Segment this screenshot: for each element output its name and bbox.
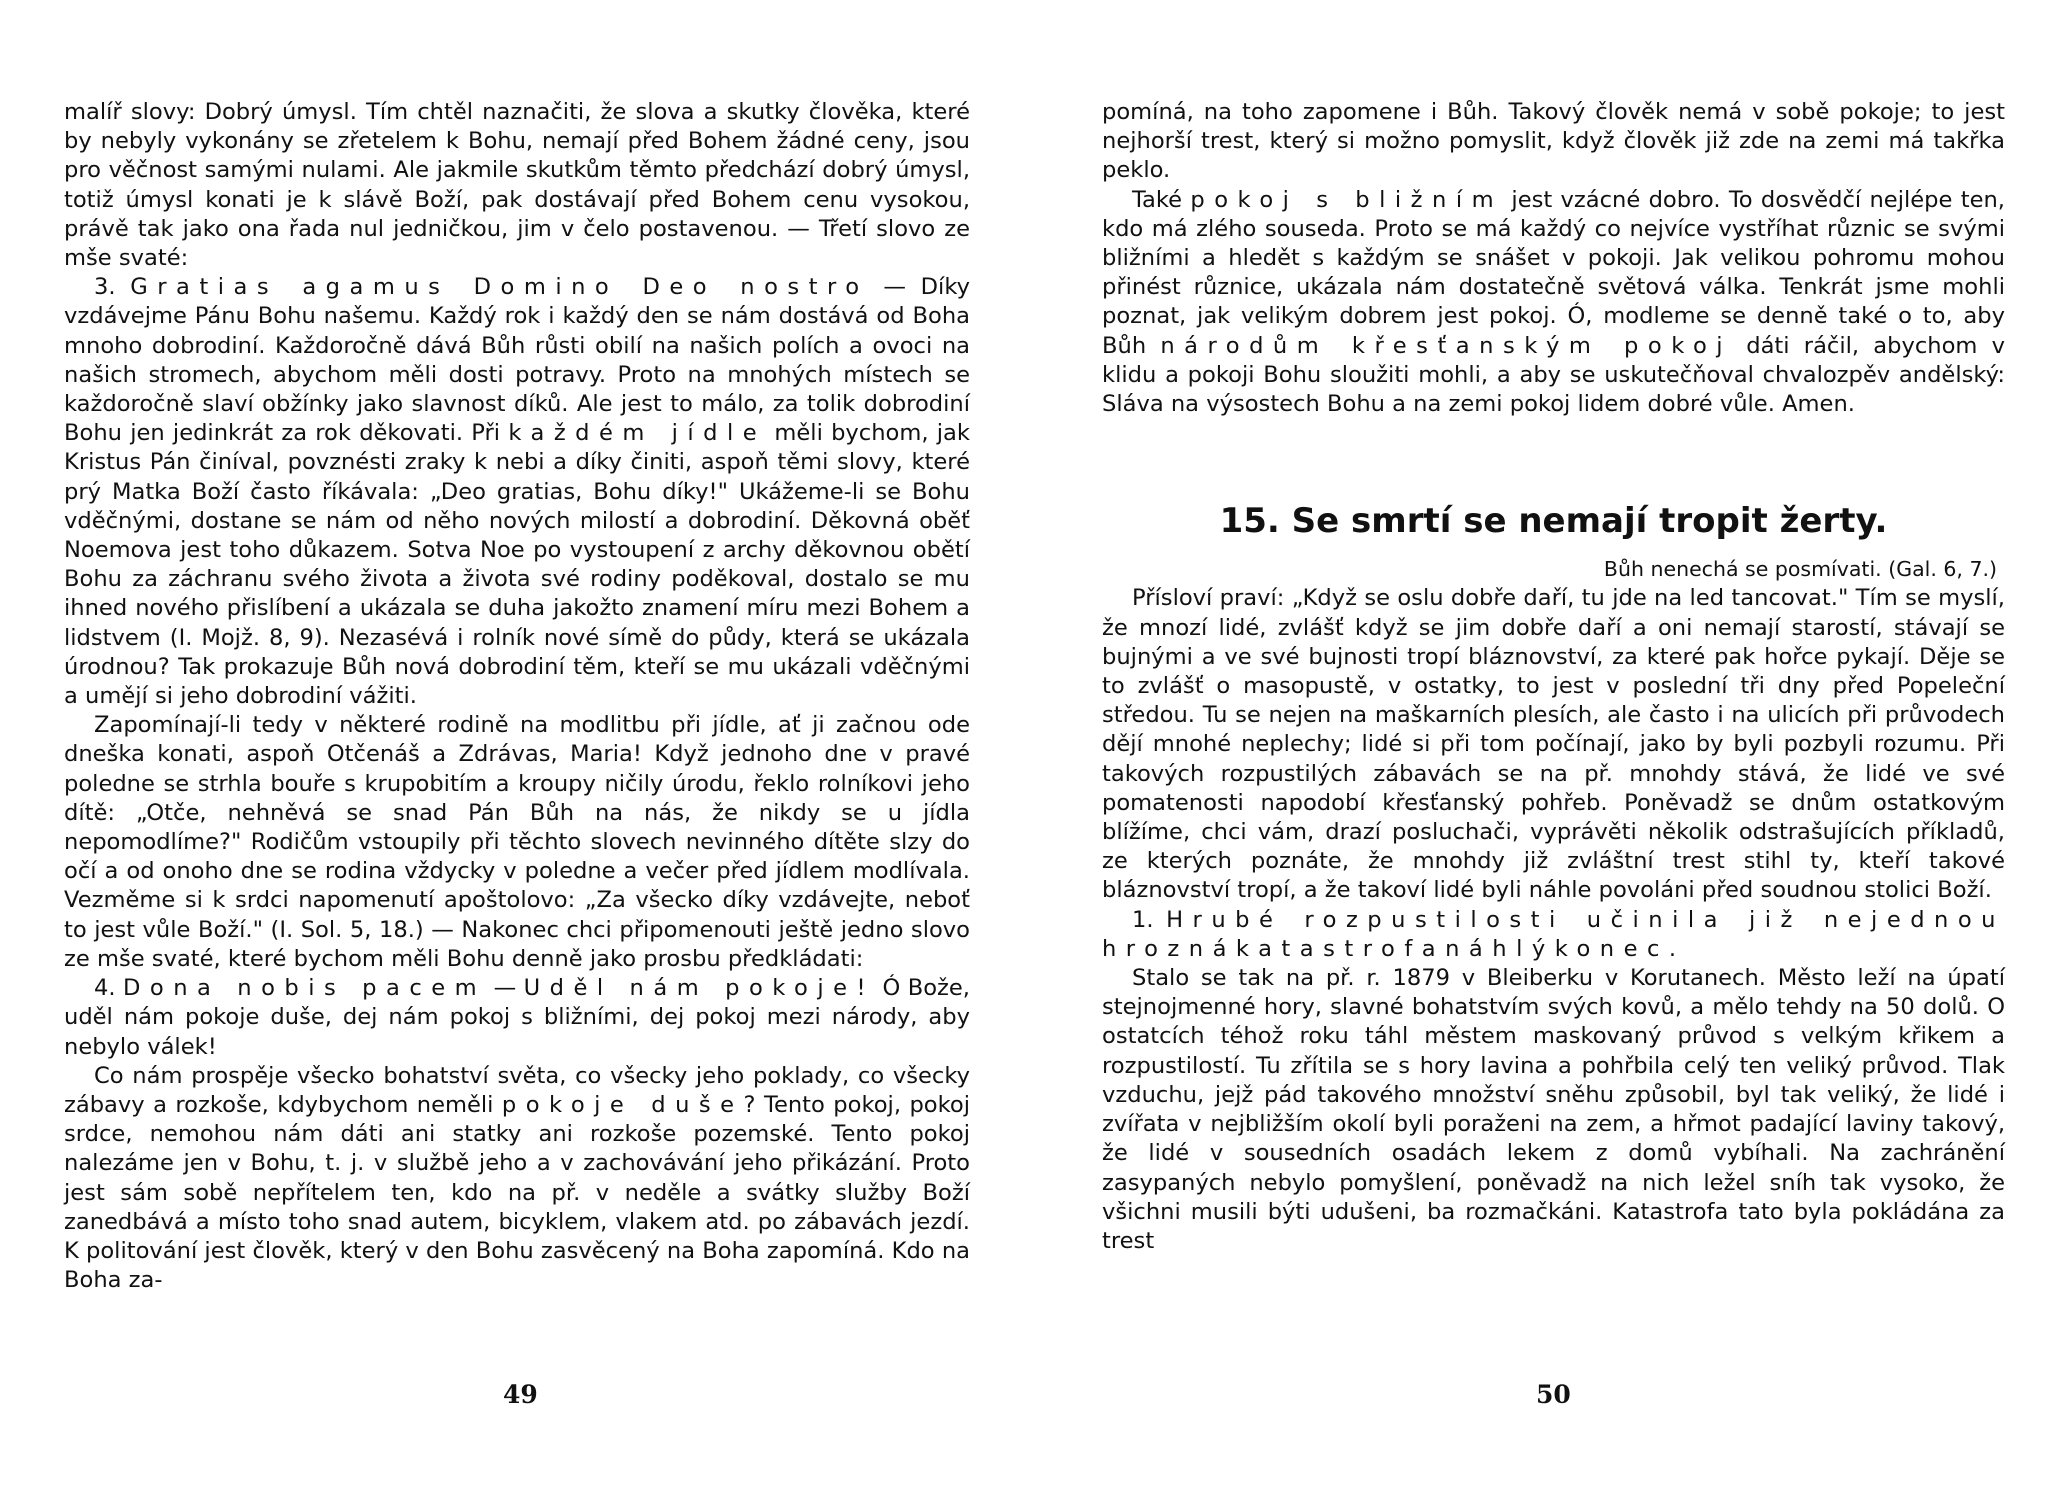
right-paragraph-1 — [1102, 98, 2005, 186]
right-page — [1025, 0, 2050, 1500]
spaced-text-run: pokoje duše — [501, 1091, 744, 1118]
text-run: Ó Bože, uděl nám pokoje duše, dej nám pokoj s bližními, dej pokoj mezi národy, aby nebylo válek! — [64, 975, 970, 1060]
left-paragraph-3 — [64, 711, 970, 974]
spaced-text-run: Gratias agamus Domino Deo nostro — [130, 274, 869, 301]
spaced-text-run: Dona nobis pacem — [122, 975, 487, 1002]
spaced-text-run: každém jídle — [508, 420, 767, 447]
text-run: Zapomínají-li tedy v některé rodině na modlitbu při jídle, ať ji začnou ode dneška konati, aspoň Otčenáš a Zdrávas, Maria! Když jednoho dne v pravé poledne se strhla bouře s krupobitím a kroupy ničily úrodu, řeklo rolníkovi jeho dítě: „Otče, nehněvá se snad Pán Bůh na nás, že nikdy se u jídla nepomodlíme?" Rodičům vstoupily při těchto slovech nevinného dítěte slzy do očí a od onoho dne se rodina vždycky v poledne a večer před jídlem modlívala. Vezměme si k srdci napomenutí apoštolovo: „Za všecko díky vzdávejte, neboť to jest vůle Boží." (I. Sol. 5, 18.) — Nakonec chci připomenouti ještě jedno slovo ze mše svaté, které bychom měli Bohu denně jako prosbu předkládati: — [64, 712, 970, 972]
spaced-text-run: pokoj s bližním — [1190, 186, 1504, 213]
text-run: malíř slovy: Dobrý úmysl. Tím chtěl naznačiti, že slova a skutky člověka, které by nebyly vykonány se zřetelem k Bohu, nemají před Bohem žádné ceny, jsou pro věčnost samými nulami. Ale jakmile skutkům těmto předchází dobrý úmysl, totiž úmysl konati je k slávě Boží, pak dostávají před Bohem cenu vysokou, právě tak jako ona řada nul jedničkou, jim v čelo postavenou. — Třetí slovo ze mše svaté: — [64, 99, 970, 272]
text-run: Co nám prospěje všecko bohatství světa, co všecky jeho poklady, co všecky zábavy a rozkoše, kdybychom neměli — [64, 1062, 970, 1118]
spaced-text-run: Hrubé rozpustilosti učinila již nejednou hroznákatastrofanáhlýkonec. — [1102, 906, 2005, 962]
left-paragraph-5 — [64, 1062, 970, 1296]
page-number-right: 50 — [1536, 1380, 1571, 1409]
text-run: Stalo se tak na př. r. 1879 v Bleiberku v Korutanech. Město leží na úpatí stejnojmenné hory, slavné bohatstvím svých kovů, a mělo tehdy na 50 dolů. O ostatcích téhož roku táhl městem maskovaný průvod s velkým křikem a rozpustilostí. Tu zřítila se s hory lavina a pohřbila celý ten veliký průvod. Tlak vzduchu, jejž pád takového množství sněhu způsobil, byl tak veliký, že lidé i zvířata v nejbližším okolí byli poraženi na zem, a hřmot padající laviny takový, že lidé v sousedních osadách lekem z domů vybíhali. Na zachránění zasypaných nebylo pomyšlení, poněvadž na nich ležel sníh tak vysoko, že všichni musili býti udušeni, ba rozmačkáni. Katastrofa tato byla pokládána za trest — [1102, 965, 2005, 1254]
section-heading: 15. Se smrtí se nemají tropit žerty. — [1219, 501, 1888, 542]
spaced-text-run: národům křesťanským pokoj — [1160, 332, 1733, 359]
text-run: ? Tento pokoj, pokoj srdce, nemohou nám dáti ani statky ani rozkoše pozemské. Tento pokoj nalezáme jen v Bohu, t. j. v službě jeho a v zachovávání jeho přikázání. Proto jest sám sobě nepřítelem ten, kdo na př. v neděle a svátky služby Boží zanedbává a místo toho snad autem, bicyklem, vlakem atd. po zábavách jezdí. K politování jest člověk, který v den Bohu zasvěcený na Boha zapomíná. Kdo na Boha za- — [64, 1091, 971, 1294]
right-paragraph-4 — [1102, 906, 2005, 964]
right-paragraph-5 — [1102, 964, 2005, 1256]
left-page-text — [64, 98, 970, 1295]
text-run: 4. — [94, 975, 123, 1002]
right-paragraph-3 — [1102, 584, 2005, 905]
right-page-text — [1102, 98, 2005, 1256]
text-run: — Díky vzdávejme Pánu Bohu našemu. Každý rok i každý den se nám dostává od Boha mnoho dobrodiní. Každoročně dává Bůh růsti obilí na našich polích a ovoci na našich stromech, abychom měli dosti potravy. Proto na mnohých místech se každoročně slaví obžínky jako slavnost díků. Ale jest to málo, za tolik dobrodiní Bohu jen jedinkrát za rok děkovati. Při — [64, 274, 970, 447]
right-paragraph-2 — [1102, 186, 2005, 420]
text-run: 3. — [94, 274, 131, 301]
text-run: měli bychom, jak Kristus Pán činíval, povznésti zraky k nebi a díky činiti, aspoň těmi slovy, které prý Matka Boží často říkávala: „Deo gratias, Bohu díky!" Ukážeme-li se Bohu vděčnými, dostane se nám od něho nových milostí a dobrodiní. Děkovná oběť Noemova jest toho důkazem. Sotva Noe po vystoupení z archy děkovnou obětí Bohu za záchranu svého života a života své rodiny poděkoval, dostalo se mu ihned nového přislíbení a ukázala se duha jakožto znamení míru mezi Bohem a lidstvem (I. Mojž. 8, 9). Nezasévá i rolník nové símě do půdy, která se ukázala úrodnou? Tak prokazuje Bůh nová dobrodiní těm, kteří se mu ukázali vděčnými a umějí si jeho dobrodiní vážiti. — [64, 420, 970, 710]
text-run: Také — [1132, 186, 1191, 213]
text-run: — — [486, 975, 524, 1002]
section-motto: Bůh nenechá se posmívati. (Gal. 6, 7.) — [1603, 557, 1997, 582]
left-paragraph-4 — [64, 974, 970, 1062]
page-number-left: 49 — [503, 1380, 538, 1409]
text-run: dáti ráčil, abychom v klidu a pokoji Bohu sloužiti mohli, a aby se uskutečňoval chvalozpěv andělský: Sláva na výsostech Bohu a na zemi pokoj lidem dobré vůle. Amen. — [1102, 332, 2005, 418]
spaced-text-run: Uděl nám pokoje! — [523, 975, 876, 1002]
text-run: 1. — [1132, 906, 1167, 933]
left-paragraph-2 — [64, 273, 970, 711]
text-run: jest vzácné dobro. To dosvědčí nejlépe ten, kdo má zlého souseda. Proto se má každý co nejvíce vystříhat různic se svými bližními a hledět s každým se snášet v pokoji. Jak velikou pohromu mohou přinést různice, ukázala nám dostatečně světová válka. Tenkrát jsme mohli poznat, jak velikým dobrem jest pokoj. Ó, modleme se denně také o to, aby Bůh — [1102, 186, 2005, 359]
text-run: pomíná, na toho zapomene i Bůh. Takový člověk nemá v sobě pokoje; to jest nejhorší trest, který si možno pomyslit, když člověk již zde na zemi má takřka peklo. — [1102, 99, 2005, 184]
left-paragraph-1 — [64, 98, 970, 273]
text-run: Přísloví praví: „Když se oslu dobře daří, tu jde na led tancovat." Tím se myslí, že mnozí lidé, zvlášť když se jim dobře daří a oni nemají starostí, stávají se bujnými a ve své bujnosti tropí bláznovství, za které pak hořce pykají. Děje se to zvlášť o masopustě, v ostatky, to jest v poslední tři dny před Popeleční středou. Tu se nejen na maškarních plesích, ale často i na ulicích při průvodech dějí mnohé neplechy; lidé si při tom počínají, jako by byli pozbyli rozumu. Při takových rozpustilých zábavách se na př. mnohdy stává, že lidé ve své pomatenosti napodobí křesťanský pohřeb. Poněvadž se dnům ostatkovým blížíme, chci vám, drazí posluchači, vyprávěti několik odstrašujících příkladů, ze kterých poznáte, že mnohdy již zvláštní trest stihl ty, kteří takové bláznovství tropí, a že takoví lidé byli náhle povoláni před soudnou stolici Boží. — [1102, 585, 2005, 904]
